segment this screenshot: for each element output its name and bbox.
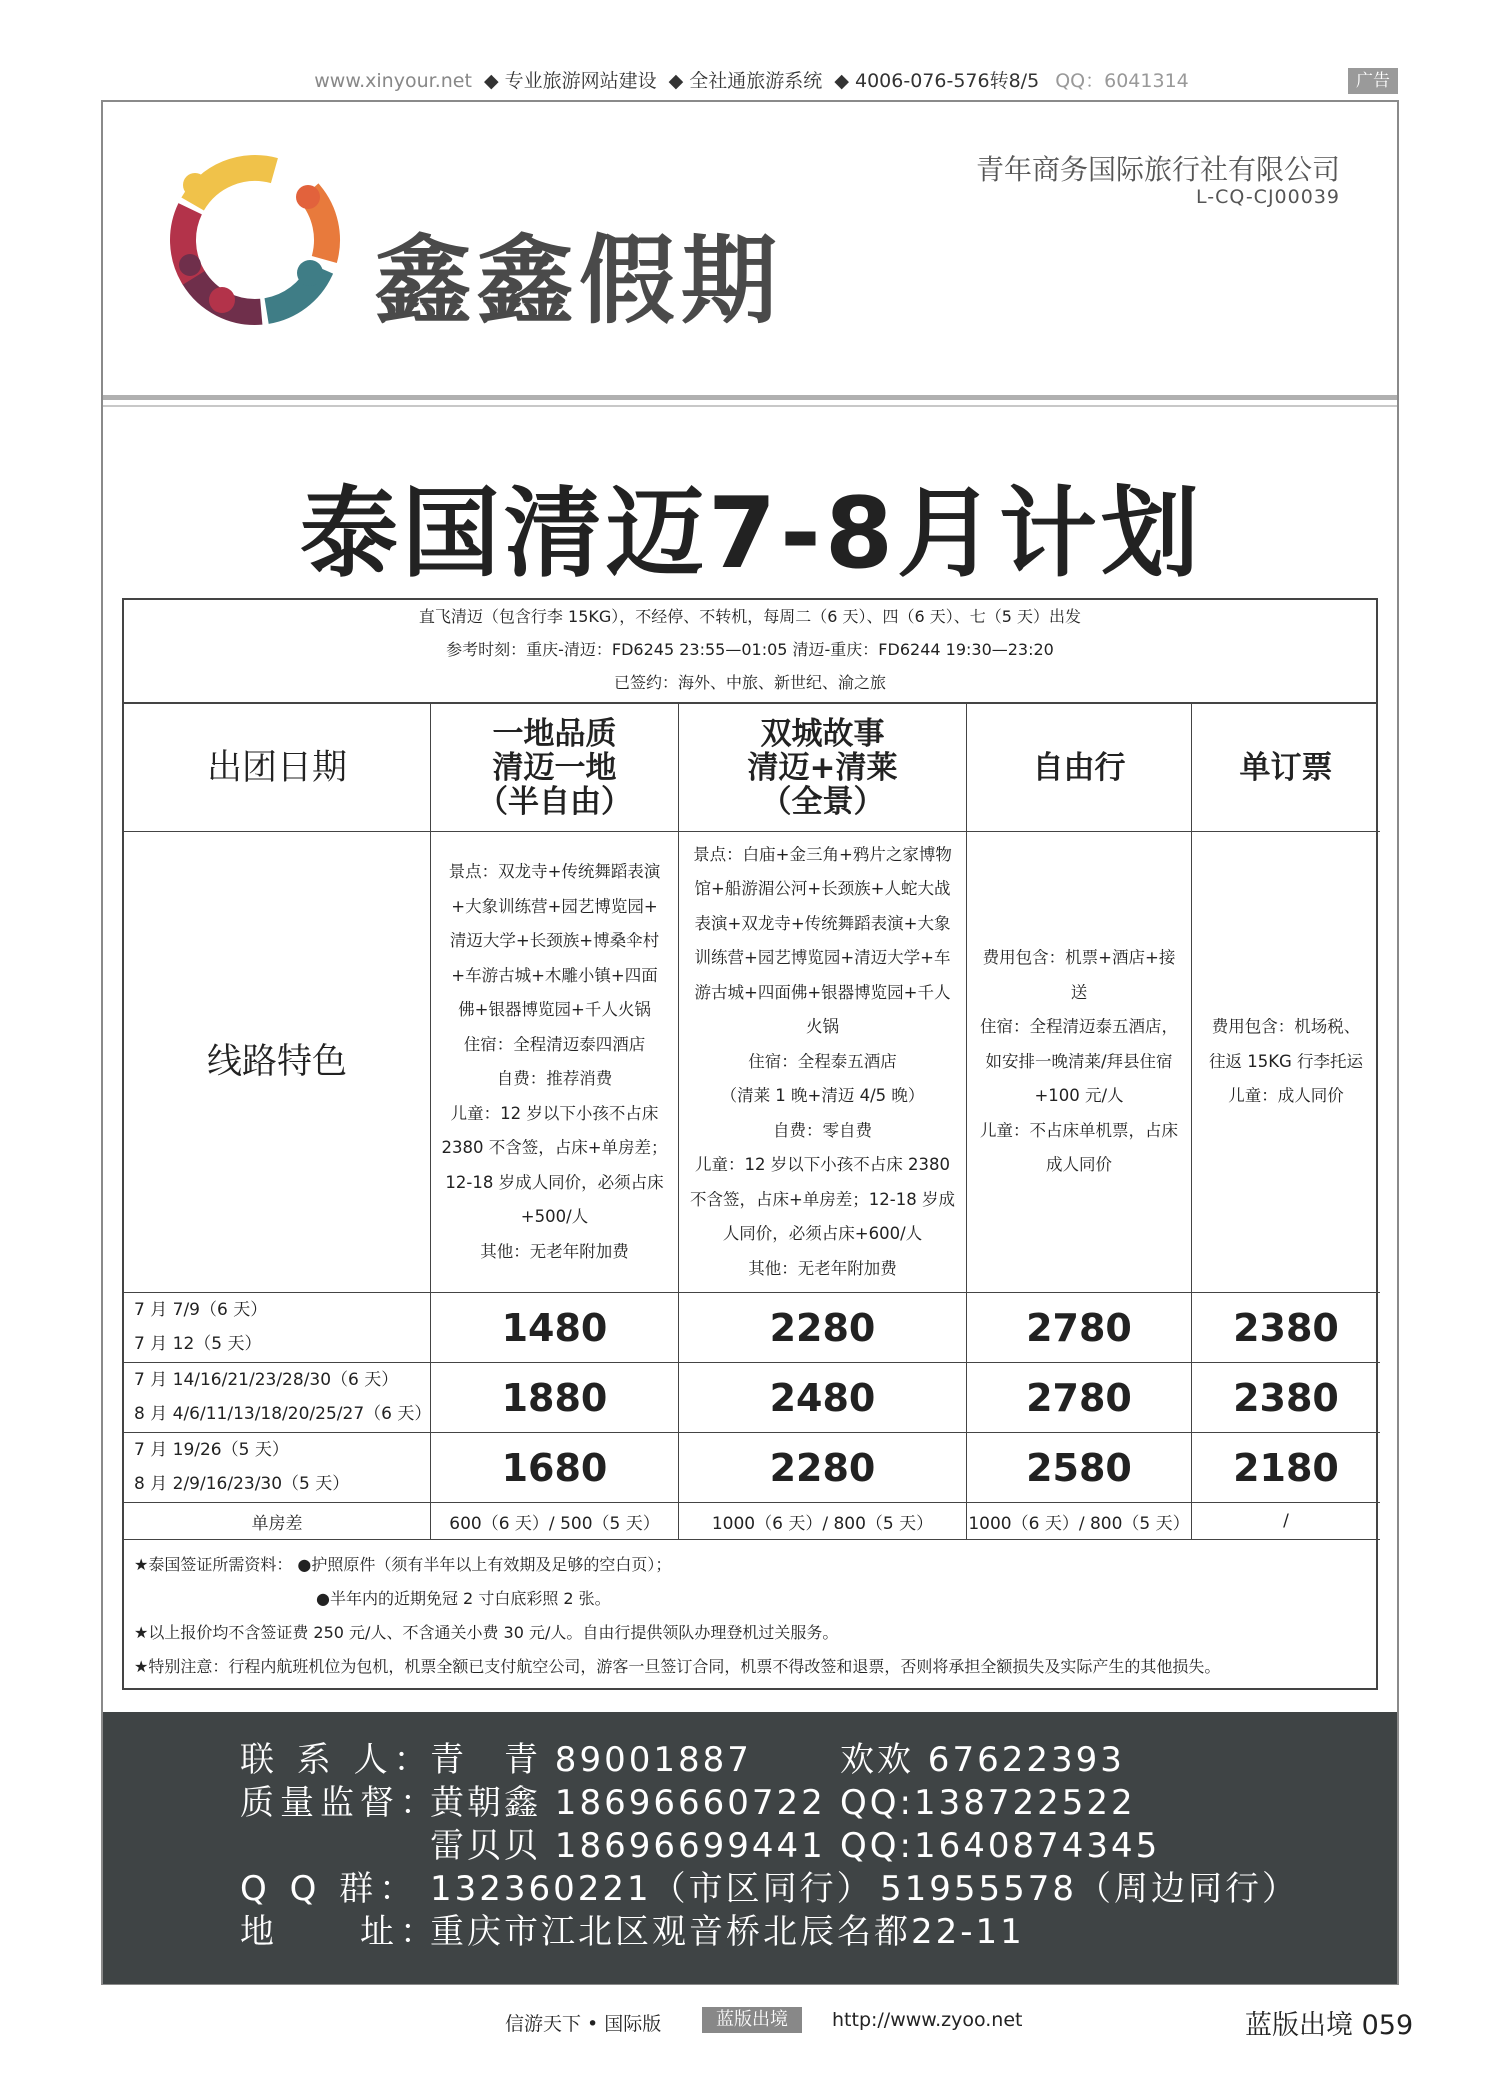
feature-line: 其他：无老年附加费 [480,1241,629,1261]
feature-line: +100 元/人 [1034,1086,1124,1106]
feature-line: （清莱 1 晚+清迈 4/5 晚） [720,1086,925,1106]
feature-line: 景点：白庙+金三角+鸦片之家博物 [693,844,952,864]
price-cell: 2380 [1192,1363,1380,1433]
feature-line: 往返 15KG 行李托运 [1208,1051,1364,1071]
feature-line: +大象训练营+园艺博览园+ [451,896,658,916]
header-divider-thin [103,405,1397,407]
footer [0,2003,1503,2043]
feature-line: 儿童：12 岁以下小孩不占床 2380 [695,1155,950,1175]
footer-tag: 蓝版出境 [702,2007,802,2033]
departure-dates [124,1293,431,1363]
feature-line: 成人同价 [1046,1155,1112,1175]
single-room-label: 单房差 [124,1503,431,1540]
note-line: ★以上报价均不含签证费 250 元/人、不含通关小费 30 元/人。自由行提供领队办理登机过关服务。 [134,1623,839,1642]
note-line: ★特别注意：行程内航班机位为包机，机票全额已支付航空公司，游客一旦签订合同，机票不得改签和退票，否则将承担全额损失及实际产生的其他损失。 [134,1657,1221,1676]
note-line: ★泰国签证所需资料： ●护照原件（须有半年以上有效期及足够的空白页）； [134,1555,672,1574]
flight-info-line1: 直飞清迈（包含行李 15KG），不经停、不转机，每周二（6 天）、四（6 天）、七（5 天）出发 [418,607,1082,626]
departure-dates [124,1433,431,1503]
header-ticket-only: 单订票 [1192,704,1380,832]
feature-line: 清迈大学+长颈族+博桑伞村 [449,931,660,950]
price-cell: 2780 [967,1293,1192,1363]
feature-line: 儿童：12 岁以下小孩不占床 [450,1103,659,1123]
top-qq: QQ：6041314 [1055,70,1189,92]
departure-date-line: 7 月 19/26（5 天） [134,1440,289,1460]
notes [124,1540,1376,1690]
top-url[interactable]: www.xinyour.net [314,70,472,92]
price-cell: 1480 [431,1293,679,1363]
feature-line: 费用包含：机票+酒店+接 [982,948,1176,968]
header-package-1: 一地品质 清迈一地 （半自由） [431,704,679,832]
feature-line: 景点：双龙寺+传统舞蹈表演 [448,862,661,881]
feature-free-travel [967,832,1192,1293]
feature-line: 佛+银器博览园+千人火锅 [458,1000,651,1019]
top-item-1: 专业旅游网站建设 [504,70,657,92]
departure-date-line: 8 月 4/6/11/13/18/20/25/27（6 天） [134,1404,432,1424]
price-cell: 2280 [679,1293,967,1363]
feature-line: 人同价，必须占床+600/人 [722,1224,923,1244]
feature-line: 不含签，占床+单房差；12-18 岁成 [689,1189,955,1209]
departure-date-line: 7 月 7/9（6 天） [134,1300,268,1320]
feature-line: 费用包含：机场税、 [1211,1017,1361,1037]
feature-line: +500/人 [520,1207,589,1226]
top-item-2: 全社通旅游系统 [689,70,823,92]
flight-info-line3: 已签约：海外、中旅、新世纪、渝之旅 [613,673,886,692]
company-name: 青年商务国际旅行社有限公司 [975,153,1340,186]
feature-line: 自费：零自费 [773,1120,872,1140]
feature-package-2 [679,832,967,1293]
feature-line: 2380 不含签，占床+单房差； [441,1138,668,1157]
tour-table [122,598,1378,1690]
header-free-travel: 自由行 [967,704,1192,832]
top-ad-strip: www.xinyour.net ◆ 专业旅游网站建设 ◆ 全社通旅游系统 ◆ 4006-076-576转8/5 QQ：6041314 [314,70,1189,92]
feature-line: 表演+双龙寺+传统舞蹈表演+大象 [694,913,951,933]
feature-line: 住宿：全程清迈泰五酒店， [980,1017,1178,1037]
header-divider [103,395,1397,400]
contact-row: 雷贝贝 18696699441 QQ:1640874345 [430,1826,1161,1866]
feature-line: 12-18 岁成人同价，必须占床 [445,1172,664,1192]
price-cell: 2780 [967,1363,1192,1433]
price-cell: 1880 [431,1363,679,1433]
footer-url[interactable]: http://www.zyoo.net [832,2009,1023,2031]
feature-line: 其他：无老年附加费 [748,1258,897,1278]
price-cell: 2180 [1192,1433,1380,1503]
feature-line: +车游古城+木雕小镇+四面 [451,965,658,985]
price-cell: 1680 [431,1433,679,1503]
departure-date-line: 7 月 12（5 天） [134,1334,262,1354]
page-title: 泰国清迈7-8月计划 [299,477,1204,591]
feature-ticket-only [1192,832,1380,1293]
departure-date-line: 7 月 14/16/21/23/28/30（6 天） [134,1370,399,1390]
feature-line: 住宿：全程泰五酒店 [748,1051,897,1071]
single-room-value: / [1192,1503,1380,1540]
price-cell: 2580 [967,1433,1192,1503]
flight-info [124,600,1376,704]
price-cell: 2380 [1192,1293,1380,1363]
feature-package-1 [431,832,679,1293]
header-package-2: 双城故事 清迈+清莱 （全景） [679,704,967,832]
brand-name: 鑫鑫假期 [375,225,783,337]
price-cell: 2480 [679,1363,967,1433]
header-departure-date: 出团日期 [124,704,431,832]
features-label: 线路特色 [124,832,431,1293]
footer-left: 信游天下 • 国际版 [505,2013,662,2035]
feature-line: 住宿：全程清迈泰四酒店 [463,1034,646,1054]
departure-dates [124,1363,431,1433]
single-room-value: 1000（6 天）/ 800（5 天） [967,1503,1192,1540]
feature-line: 游古城+四面佛+银器博览园+千人 [694,982,951,1002]
feature-line: 火锅 [806,1017,839,1037]
feature-line: 训练营+园艺博览园+清迈大学+车 [694,948,951,968]
note-line: ●半年内的近期免冠 2 寸白底彩照 2 张。 [316,1589,611,1608]
page-number: 蓝版出境 059 [1245,2010,1414,2041]
feature-line: 送 [1070,982,1088,1002]
single-room-value: 600（6 天）/ 500（5 天） [431,1503,679,1540]
single-room-value: 1000（6 天）/ 800（5 天） [679,1503,967,1540]
contact-block [103,1712,1397,1984]
license-number: L-CQ-CJ00039 [1195,186,1340,208]
contact-row: 质量监督：黄朝鑫 18696660722 QQ:138722522 [240,1783,1136,1823]
feature-line: 儿童：不占床单机票，占床 [980,1120,1178,1140]
feature-line: 自费：推荐消费 [496,1069,613,1088]
price-cell: 2280 [679,1433,967,1503]
contact-row: Q Q 群： 132360221（市区同行） 51955578（周边同行） [240,1869,1300,1909]
ad-tag: 广告 [1348,68,1398,94]
contact-row: 联 系 人：青 青 89001887 欢欢 67622393 [240,1740,1125,1780]
top-item-3: 4006-076-576转8/5 [854,70,1040,92]
feature-line: 儿童：成人同价 [1228,1086,1344,1106]
contact-row: 地 址：重庆市江北区观音桥北辰名都22-11 [240,1912,1025,1952]
brand-logo-icon [160,145,350,335]
departure-date-line: 8 月 2/9/16/23/30（5 天） [134,1474,350,1494]
flight-info-line2: 参考时刻：重庆-清迈：FD6245 23:55—01:05 清迈-重庆：FD6244 19:30—23:20 [446,640,1054,659]
feature-line: 馆+船游湄公河+长颈族+人蛇大战 [694,879,951,899]
feature-line: 如安排一晚清莱/拜县住宿 [985,1051,1173,1071]
